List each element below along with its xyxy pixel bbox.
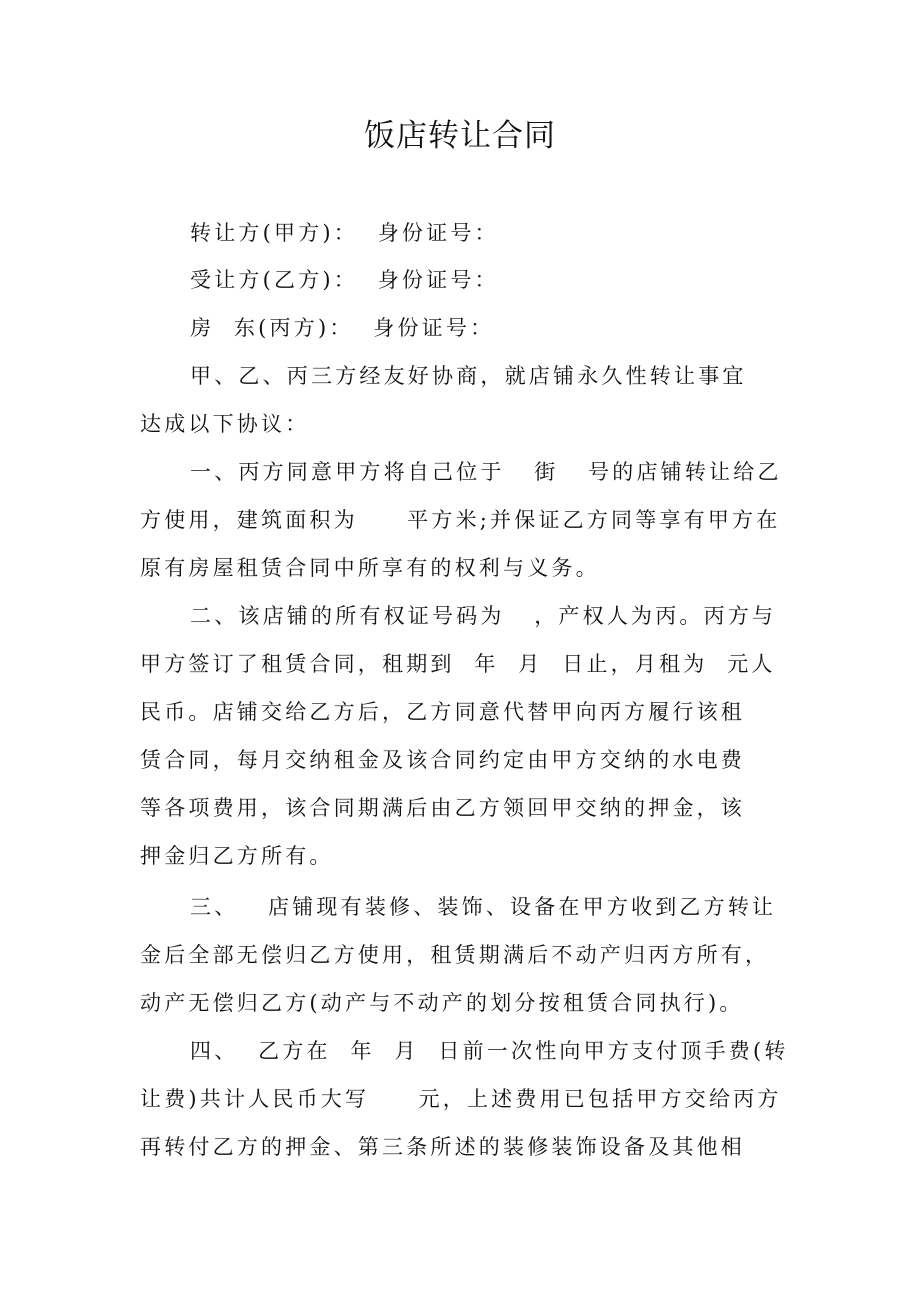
clause-1-line-3: 原有房屋租赁合同中所享有的权利与义务。: [140, 556, 600, 580]
clause-4-line-2: 让费)共计人民币大写 元，上述费用已包括甲方交给丙方: [140, 1087, 782, 1111]
clause-1-line-2: 方使用，建筑面积为 平方米;并保证乙方同等享有甲方在: [140, 508, 781, 532]
clause-2-line-2: 甲方签订了租赁合同，租期到 年 月 日止，月租为 元人: [140, 652, 776, 676]
clause-2-line-3: 民币。店铺交给乙方后，乙方同意代替甲向丙方履行该租: [140, 700, 745, 724]
party-b-line: 受让方(乙方)： 身份证号：: [190, 268, 499, 292]
clause-4-line-3: 再转付乙方的押金、第三条所述的装修装饰设备及其他相: [140, 1135, 745, 1159]
intro-line-2: 达成以下协议：: [140, 412, 310, 436]
intro-line-1: 甲、乙、丙三方经友好协商，就店铺永久性转让事宜: [190, 364, 747, 388]
clause-2-line-5: 等各项费用，该合同期满后由乙方领回甲交纳的押金，该: [140, 796, 745, 820]
clause-3-line-2: 金后全部无偿归乙方使用，租赁期满后不动产归丙方所有，: [140, 943, 770, 967]
clause-1-line-1: 一、丙方同意甲方将自己位于 街 号的店铺转让给乙: [190, 460, 782, 484]
clause-3-line-1: 三、 店铺现有装修、装饰、设备在甲方收到乙方转让: [190, 895, 777, 919]
clause-2-line-6: 押金归乙方所有。: [140, 844, 334, 868]
clause-2-line-1: 二、该店铺的所有权证号码为 ，产权人为丙。丙方与: [190, 604, 777, 628]
clause-2-line-4: 赁合同，每月交纳租金及该合同约定由甲方交纳的水电费: [140, 748, 745, 772]
clause-3-line-3: 动产无偿归乙方(动产与不动产的划分按租赁合同执行)。: [140, 991, 744, 1015]
party-c-line: 房 东(丙方)： 身份证号：: [190, 316, 495, 340]
clause-4-line-1: 四、 乙方在 年 月 日前一次性向甲方支付顶手费(转: [190, 1039, 789, 1063]
party-a-line: 转让方(甲方)： 身份证号：: [190, 221, 499, 245]
page-title: 饭店转让合同: [364, 118, 556, 154]
